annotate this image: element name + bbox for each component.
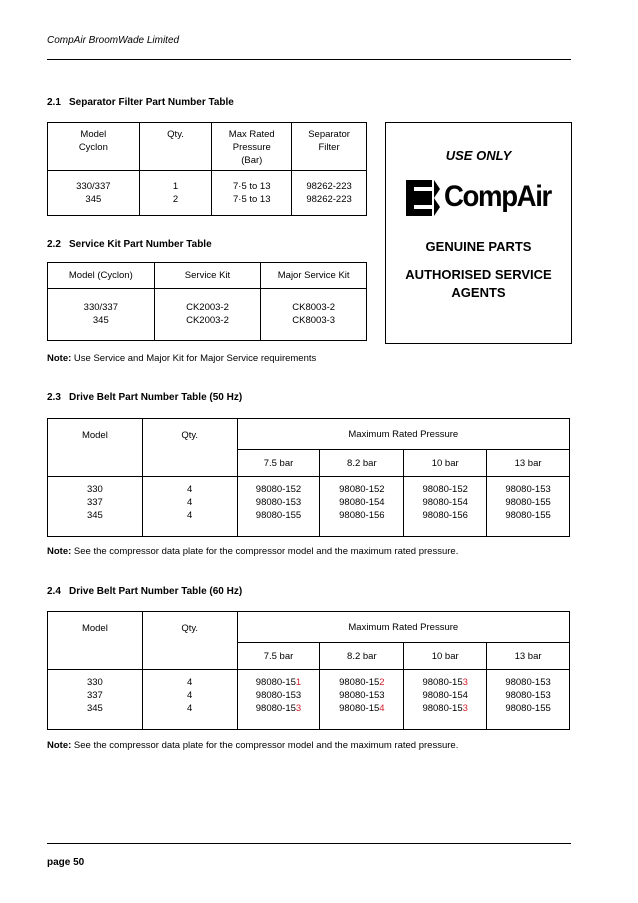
part-number: 98080-151 [255, 677, 302, 688]
table-cell: 98080-152 98080-153 98080-155 [237, 477, 320, 537]
table-header-cell: Max Rated Pressure (Bar) [212, 123, 292, 171]
table-cell: 330 337 345 [48, 477, 143, 537]
table-header-row [48, 263, 367, 289]
table-cell: CK2003-2 CK2003-2 [154, 289, 261, 341]
drive-belt-60hz-table [47, 611, 570, 730]
note-50hz: Note: See the compressor data plate for the compressor model and the maximum rated pressure. [47, 546, 459, 557]
table-cell: 4 4 4 [142, 670, 237, 730]
table-cell: 330 337 345 [48, 670, 143, 730]
table-cell: 330/337 345 [48, 289, 155, 341]
part-number: 98080-153 [422, 703, 468, 714]
table-cell [320, 670, 404, 730]
table-header-cell: Model [48, 419, 143, 477]
section-2-4-heading: 2.4 Drive Belt Part Number Table (60 Hz) [47, 586, 243, 597]
table-header-cell: Qty. [142, 612, 237, 670]
table-header-cell: 7.5 bar [237, 450, 320, 477]
authorised-agents-label: AUTHORISED SERVICE AGENTS [405, 267, 552, 300]
table-header-cell: Model [48, 612, 143, 670]
part-number: 98080-153 [255, 690, 302, 701]
table-header-cell: 10 bar [404, 450, 487, 477]
part-number: 98080-153 [255, 703, 302, 714]
table-cell: 1 2 [139, 171, 212, 216]
header-rule [47, 59, 571, 60]
table-header-cell: 10 bar [404, 643, 487, 670]
table-cell [487, 670, 570, 730]
table-cell: 4 4 4 [142, 477, 237, 537]
compair-logo-icon [402, 176, 442, 220]
table-header-cell: Qty. [139, 123, 212, 171]
table-header-cell: 13 bar [487, 450, 570, 477]
table-header-cell: Service Kit [154, 263, 261, 289]
table-header-cell: Model (Cyclon) [48, 263, 155, 289]
separator-filter-table [47, 122, 367, 216]
part-number: 98080-152 [339, 677, 385, 688]
part-number: 98080-154 [422, 690, 468, 701]
table-cell [404, 670, 487, 730]
table-header-row [48, 123, 367, 171]
table-header-cell: Maximum Rated Pressure [237, 612, 569, 643]
table-header-cell: 8.2 bar [320, 643, 404, 670]
table-cell: 98262-223 98262-223 [292, 171, 367, 216]
header-title: CompAir BroomWade Limited [47, 35, 180, 46]
part-number: 98080-153 [505, 690, 551, 701]
table-cell: 98080-152 98080-154 98080-156 [320, 477, 404, 537]
table-cell: 330/337 345 [48, 171, 140, 216]
part-number: 98080-153 [339, 690, 385, 701]
part-number: 98080-154 [339, 703, 385, 714]
table-cell [237, 670, 320, 730]
part-number: 98080-153 [505, 677, 551, 688]
table-row [48, 171, 367, 216]
table-header-cell: 13 bar [487, 643, 570, 670]
note-60hz: Note: See the compressor data plate for the compressor model and the maximum rated pressure. [47, 740, 459, 751]
table-header-cell: Maximum Rated Pressure [237, 419, 569, 450]
compair-logo [402, 176, 557, 222]
section-2-1-heading: 2.1 Separator Filter Part Number Table [47, 97, 234, 108]
genuine-parts-label: GENUINE PARTS [425, 239, 532, 254]
table-header-row [48, 419, 570, 450]
note-service-kit: Note: Use Service and Major Kit for Major Service requirements [47, 353, 317, 364]
part-number: 98080-153 [422, 677, 468, 688]
table-cell: CK8003-2 CK8003-3 [261, 289, 367, 341]
footer-rule [47, 843, 571, 844]
table-header-cell: Separator Filter [292, 123, 367, 171]
service-kit-table [47, 262, 367, 341]
section-2-2-heading: 2.2 Service Kit Part Number Table [47, 239, 212, 250]
table-row [48, 477, 570, 537]
table-header-cell: Model Cyclon [48, 123, 140, 171]
section-2-3-heading: 2.3 Drive Belt Part Number Table (50 Hz) [47, 392, 243, 403]
table-header-cell: 7.5 bar [237, 643, 320, 670]
table-row [48, 670, 570, 730]
drive-belt-50hz-table [47, 418, 570, 537]
use-only-label: USE ONLY [445, 148, 512, 163]
table-row [48, 289, 367, 341]
table-cell: 98080-152 98080-154 98080-156 [404, 477, 487, 537]
table-cell: 98080-153 98080-155 98080-155 [487, 477, 570, 537]
table-header-cell: 8.2 bar [320, 450, 404, 477]
part-number: 98080-155 [505, 703, 551, 714]
compair-logo-text: CompAir [444, 180, 551, 213]
page-number: page 50 [47, 857, 85, 868]
table-header-row [48, 612, 570, 643]
genuine-parts-box [385, 122, 572, 344]
table-header-cell: Qty. [142, 419, 237, 477]
table-header-cell: Major Service Kit [261, 263, 367, 289]
table-cell: 7·5 to 13 7·5 to 13 [212, 171, 292, 216]
